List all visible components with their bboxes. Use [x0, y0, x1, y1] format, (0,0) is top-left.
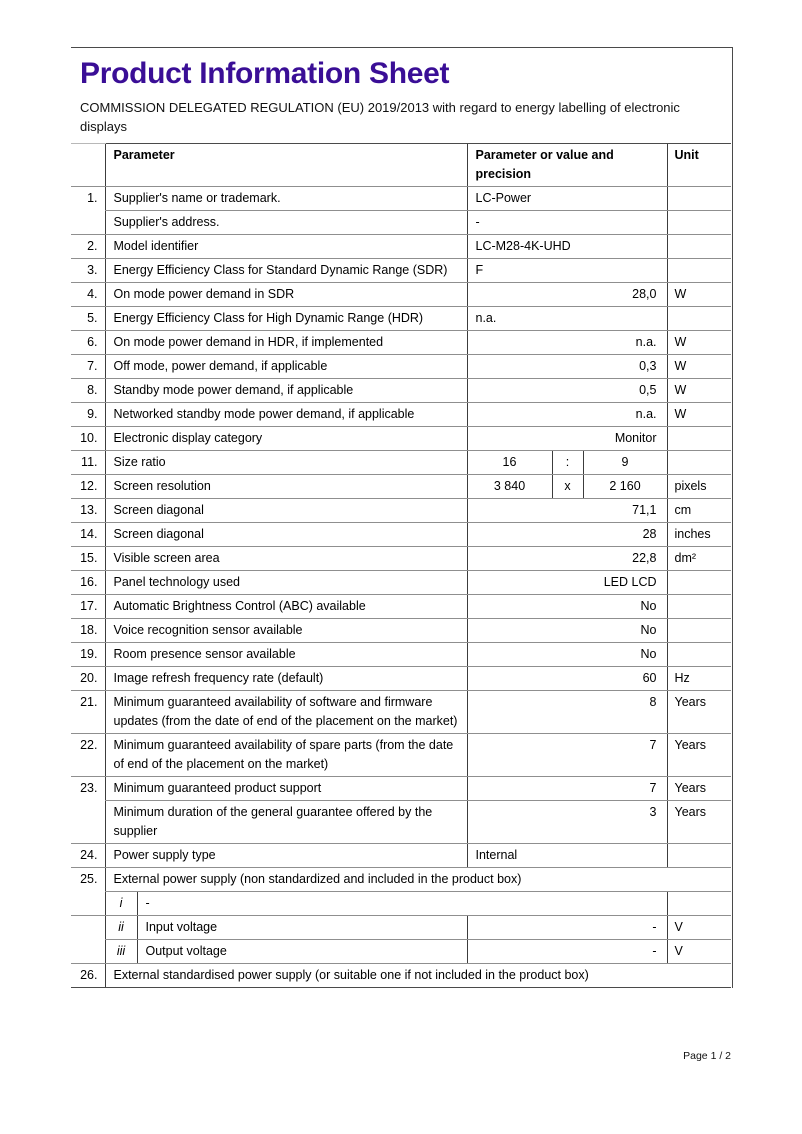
- unit-cell: [667, 187, 731, 211]
- value-cell: LED LCD: [467, 571, 667, 595]
- unit-cell: [667, 211, 731, 235]
- value-cell: No: [467, 643, 667, 667]
- value-cell: 22,8: [467, 547, 667, 571]
- resolution-separator-cell: x: [552, 475, 583, 499]
- row-number-cell: [71, 916, 105, 964]
- row-number-cell: 24.: [71, 844, 105, 868]
- unit-cell: [667, 619, 731, 643]
- regulation-subtitle: COMMISSION DELEGATED REGULATION (EU) 2019/2013 with regard to energy labelling of electronic displays: [80, 100, 680, 134]
- table-row: [71, 571, 731, 595]
- sub-index-cell: i: [105, 892, 137, 916]
- table-row: [71, 235, 731, 259]
- table-row: [71, 734, 731, 777]
- table-row: [71, 355, 731, 379]
- value-cell: -: [467, 916, 667, 940]
- row-number-cell: 18.: [71, 619, 105, 643]
- row-number-cell: 25.: [71, 868, 105, 916]
- value-cell: 3 840: [467, 475, 552, 499]
- table-row: [71, 691, 731, 734]
- row-number-cell: 19.: [71, 643, 105, 667]
- value-cell: 7: [467, 777, 667, 801]
- value-cell: n.a.: [467, 331, 667, 355]
- table-row: [71, 844, 731, 868]
- unit-cell: [667, 259, 731, 283]
- table-row: [71, 187, 731, 211]
- parameter-cell: Automatic Brightness Control (ABC) available: [105, 595, 467, 619]
- parameter-cell: -: [137, 892, 667, 916]
- parameter-cell: Supplier's name or trademark.: [105, 187, 467, 211]
- unit-cell: [667, 892, 731, 916]
- page-frame: [71, 47, 733, 988]
- parameter-cell: Supplier's address.: [105, 211, 467, 235]
- row-number-cell: 15.: [71, 547, 105, 571]
- parameter-cell: Minimum guaranteed availability of spare parts (from the date of end of the placement on the market): [105, 734, 467, 777]
- unit-cell: Hz: [667, 667, 731, 691]
- unit-cell: V: [667, 916, 731, 940]
- parameter-cell: Electronic display category: [105, 427, 467, 451]
- unit-cell: [667, 451, 731, 475]
- row-number-cell: 17.: [71, 595, 105, 619]
- unit-cell: W: [667, 379, 731, 403]
- parameter-cell: External power supply (non standardized and included in the product box): [105, 868, 731, 892]
- row-number-cell: 21.: [71, 691, 105, 734]
- value-cell: 28,0: [467, 283, 667, 307]
- product-info-table: [71, 143, 731, 988]
- table-row: [71, 964, 731, 988]
- unit-cell: cm: [667, 499, 731, 523]
- value-cell: Internal: [467, 844, 667, 868]
- parameter-cell: Off mode, power demand, if applicable: [105, 355, 467, 379]
- table-row: [71, 643, 731, 667]
- parameter-cell: Model identifier: [105, 235, 467, 259]
- value-cell: LC-Power: [467, 187, 667, 211]
- header-parameter: Parameter: [105, 144, 467, 187]
- table-row: [71, 379, 731, 403]
- unit-cell: Years: [667, 777, 731, 801]
- row-number-cell: 23.: [71, 777, 105, 844]
- row-number-cell: 9.: [71, 403, 105, 427]
- value-cell: 28: [467, 523, 667, 547]
- unit-cell: W: [667, 403, 731, 427]
- parameter-cell: Panel technology used: [105, 571, 467, 595]
- unit-cell: inches: [667, 523, 731, 547]
- table-row: [71, 451, 731, 475]
- unit-cell: pixels: [667, 475, 731, 499]
- table-row: [71, 619, 731, 643]
- table-row: [71, 307, 731, 331]
- sub-index-cell: iii: [105, 940, 137, 964]
- parameter-cell: Screen diagonal: [105, 499, 467, 523]
- unit-cell: dm²: [667, 547, 731, 571]
- unit-cell: W: [667, 355, 731, 379]
- parameter-cell: Networked standby mode power demand, if applicable: [105, 403, 467, 427]
- row-number-cell: 10.: [71, 427, 105, 451]
- unit-cell: W: [667, 283, 731, 307]
- parameter-cell: On mode power demand in HDR, if implemented: [105, 331, 467, 355]
- parameter-cell: Room presence sensor available: [105, 643, 467, 667]
- row-number-cell: 13.: [71, 499, 105, 523]
- parameter-cell: Visible screen area: [105, 547, 467, 571]
- value-cell: -: [467, 940, 667, 964]
- row-number-cell: 20.: [71, 667, 105, 691]
- header-corner-cell: [71, 144, 105, 187]
- unit-cell: W: [667, 331, 731, 355]
- unit-cell: [667, 595, 731, 619]
- table-row: [71, 523, 731, 547]
- parameter-cell: Minimum duration of the general guarantee offered by the supplier: [105, 801, 467, 844]
- parameter-cell: On mode power demand in SDR: [105, 283, 467, 307]
- row-number-cell: 14.: [71, 523, 105, 547]
- row-number-cell: 6.: [71, 331, 105, 355]
- row-number-cell: 26.: [71, 964, 105, 988]
- unit-cell: Years: [667, 734, 731, 777]
- parameter-cell: Image refresh frequency rate (default): [105, 667, 467, 691]
- row-number-cell: 16.: [71, 571, 105, 595]
- header-value: Parameter or value and precision: [467, 144, 667, 187]
- row-number-cell: 4.: [71, 283, 105, 307]
- value-cell: 0,5: [467, 379, 667, 403]
- unit-cell: [667, 643, 731, 667]
- table-row: [71, 892, 731, 916]
- value-cell: n.a.: [467, 403, 667, 427]
- document-header: [71, 48, 732, 143]
- value-cell: n.a.: [467, 307, 667, 331]
- row-number-cell: 1.: [71, 187, 105, 235]
- unit-cell: [667, 844, 731, 868]
- value-cell: No: [467, 595, 667, 619]
- table-row: [71, 777, 731, 801]
- parameter-cell: Screen resolution: [105, 475, 467, 499]
- row-number-cell: 11.: [71, 451, 105, 475]
- table-row: [71, 667, 731, 691]
- table-row: [71, 547, 731, 571]
- table-row: [71, 475, 731, 499]
- unit-cell: V: [667, 940, 731, 964]
- parameter-cell: Energy Efficiency Class for High Dynamic Range (HDR): [105, 307, 467, 331]
- value-cell: F: [467, 259, 667, 283]
- unit-cell: [667, 307, 731, 331]
- row-number-cell: 8.: [71, 379, 105, 403]
- parameter-cell: Size ratio: [105, 451, 467, 475]
- table-row: [71, 940, 731, 964]
- parameter-cell: Minimum guaranteed availability of software and firmware updates (from the date of end of the placement on the market): [105, 691, 467, 734]
- unit-cell: Years: [667, 801, 731, 844]
- table-row: [71, 211, 731, 235]
- table-row: [71, 595, 731, 619]
- value-cell: LC-M28-4K-UHD: [467, 235, 667, 259]
- parameter-cell: Output voltage: [137, 940, 467, 964]
- unit-cell: Years: [667, 691, 731, 734]
- table-row: [71, 499, 731, 523]
- ratio-separator-cell: :: [552, 451, 583, 475]
- row-number-cell: 5.: [71, 307, 105, 331]
- sub-index-cell: ii: [105, 916, 137, 940]
- value-cell: 16: [467, 451, 552, 475]
- value-cell: 3: [467, 801, 667, 844]
- table-row: [71, 868, 731, 892]
- parameter-cell: Screen diagonal: [105, 523, 467, 547]
- unit-cell: [667, 427, 731, 451]
- unit-cell: [667, 571, 731, 595]
- parameter-cell: Voice recognition sensor available: [105, 619, 467, 643]
- unit-cell: [667, 235, 731, 259]
- value-cell: 8: [467, 691, 667, 734]
- parameter-cell: Energy Efficiency Class for Standard Dynamic Range (SDR): [105, 259, 467, 283]
- row-number-cell: 12.: [71, 475, 105, 499]
- parameter-cell: Standby mode power demand, if applicable: [105, 379, 467, 403]
- row-number-cell: 2.: [71, 235, 105, 259]
- parameter-cell: Minimum guaranteed product support: [105, 777, 467, 801]
- value-cell: 60: [467, 667, 667, 691]
- table-row: [71, 427, 731, 451]
- value-cell: 9: [583, 451, 667, 475]
- value-cell: -: [467, 211, 667, 235]
- table-row: [71, 259, 731, 283]
- header-unit: Unit: [667, 144, 731, 187]
- value-cell: 71,1: [467, 499, 667, 523]
- page-title: Product Information Sheet: [80, 57, 450, 90]
- parameter-cell: External standardised power supply (or suitable one if not included in the product box): [105, 964, 731, 988]
- row-number-cell: 22.: [71, 734, 105, 777]
- value-cell: 0,3: [467, 355, 667, 379]
- table-row: [71, 331, 731, 355]
- table-row: [71, 403, 731, 427]
- table-row: [71, 801, 731, 844]
- value-cell: 7: [467, 734, 667, 777]
- row-number-cell: 3.: [71, 259, 105, 283]
- parameter-cell: Power supply type: [105, 844, 467, 868]
- value-cell: 2 160: [583, 475, 667, 499]
- table-row: [71, 283, 731, 307]
- table-header-row: [71, 144, 731, 187]
- row-number-cell: 7.: [71, 355, 105, 379]
- value-cell: No: [467, 619, 667, 643]
- table-row: [71, 916, 731, 940]
- page-number: Page 1 / 2: [683, 1050, 731, 1062]
- parameter-cell: Input voltage: [137, 916, 467, 940]
- value-cell: Monitor: [467, 427, 667, 451]
